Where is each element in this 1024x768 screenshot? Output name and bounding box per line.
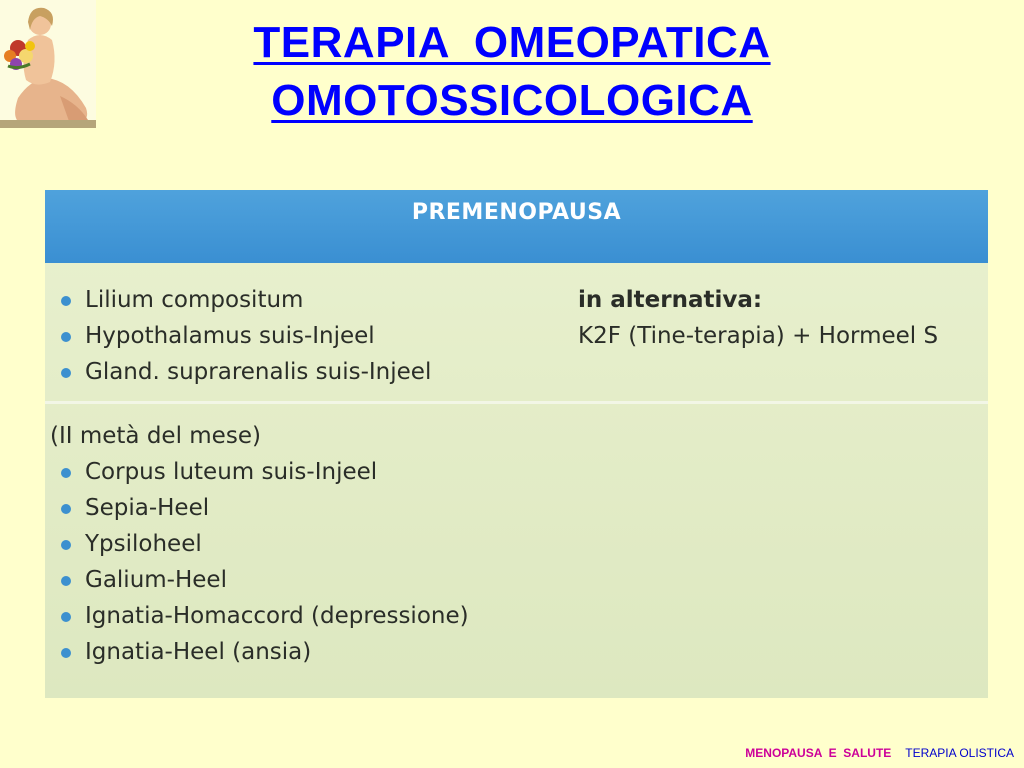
list-item: Sepia-Heel (53, 490, 469, 526)
bullet-icon (61, 576, 71, 586)
section-divider (45, 401, 988, 404)
section1-remedy-list (53, 282, 431, 390)
bullet-icon (61, 612, 71, 622)
slide-footer (745, 746, 1014, 760)
list-item: Lilium compositum (53, 282, 431, 318)
bullet-icon (61, 296, 71, 306)
list-item: Hypothalamus suis-Injeel (53, 318, 431, 354)
footer-left-text: MENOPAUSA E SALUTE (745, 746, 892, 760)
bullet-icon (61, 368, 71, 378)
section2-remedy-list (53, 454, 469, 670)
list-item: Ignatia-Homaccord (depressione) (53, 598, 469, 634)
alternative-text: K2F (Tine-terapia) + Hormeel S (578, 323, 939, 349)
bullet-icon (61, 332, 71, 342)
table-header-band (45, 190, 988, 263)
bullet-icon (61, 504, 71, 514)
bullet-icon (61, 540, 71, 550)
list-item: Galium-Heel (53, 562, 469, 598)
section2-intro: (II metà del mese) (50, 423, 261, 449)
list-item: Corpus luteum suis-Injeel (53, 454, 469, 490)
bullet-icon (61, 648, 71, 658)
title-line-2: OMOTOSSICOLOGICA (271, 76, 753, 125)
table-header-title: PREMENOPAUSA (411, 200, 622, 225)
slide-title (120, 14, 904, 130)
alternative-block (578, 282, 938, 354)
title-line-1: TERAPIA OMEOPATICA (253, 18, 771, 67)
footer-right-text: TERAPIA OLISTICA (905, 746, 1014, 760)
bullet-icon (61, 468, 71, 478)
seated-figure-illustration (0, 0, 96, 128)
list-item: Ignatia-Heel (ansia) (53, 634, 469, 670)
therapy-table (45, 190, 988, 698)
list-item: Ypsiloheel (53, 526, 469, 562)
alternative-heading: in alternativa: (578, 287, 763, 313)
list-item: Gland. suprarenalis suis-Injeel (53, 354, 431, 390)
